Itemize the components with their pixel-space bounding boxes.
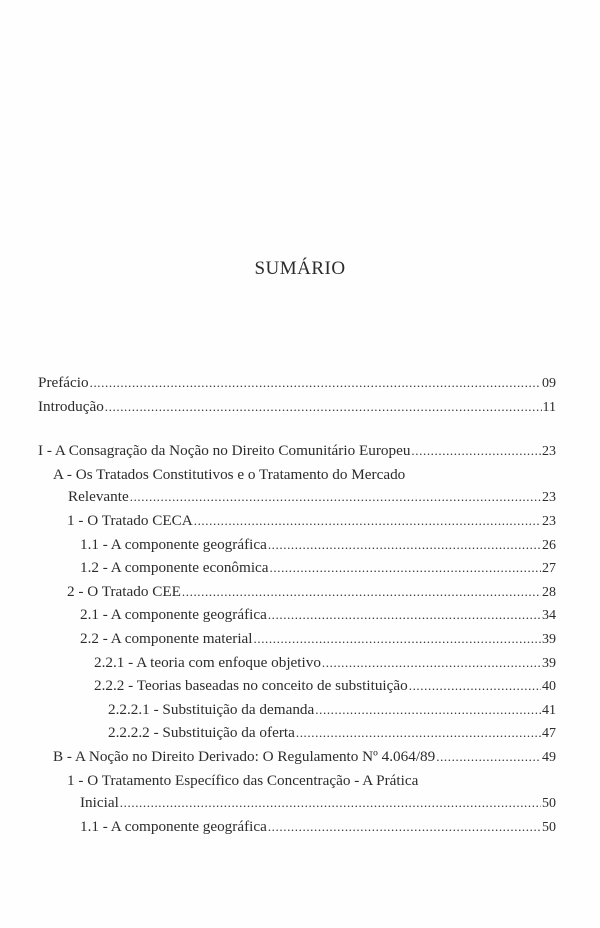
toc-label: B - A Noção no Direito Derivado: O Regulamento Nº 4.064/89 [53,747,436,765]
toc-entry-section-a-line1: A - Os Tratados Constitutivos e o Tratamento do Mercado [53,465,406,483]
page-title: SUMÁRIO [254,258,346,279]
toc-entry-chapter-1 [38,440,556,464]
toc-label: 2.2.2 - Teorias baseadas no conceito de substituição [94,677,408,695]
toc-entry [38,628,556,652]
dot-leader [194,510,541,533]
toc-label: 1.2 - A componente econômica [80,559,269,577]
toc-page-number: 09 [542,376,556,391]
toc-entry-section-b1-line2 [38,792,556,816]
toc-page-number: 27 [542,561,556,577]
toc-page-number: 39 [542,655,556,671]
toc-page-number: 40 [542,679,556,695]
dot-leader [182,581,541,604]
toc-label: Prefácio [38,374,89,391]
dot-leader [268,534,541,557]
toc-entry [38,510,556,534]
toc-page-number: 23 [542,490,556,506]
toc-page-number: 50 [542,819,556,835]
dot-leader [130,486,541,509]
toc-entry [38,816,556,840]
dot-leader [254,628,542,651]
dot-leader [268,604,541,627]
toc-page-number: 39 [542,631,556,647]
toc-label: 1 - O Tratado CECA [67,511,193,529]
toc-entry-section-a-line2 [38,486,556,510]
spacer [38,419,556,440]
dot-leader [296,722,541,745]
toc-page-number: 47 [542,726,556,742]
toc-page-number: 23 [542,444,556,460]
toc-label: 2.1 - A componente geográfica [80,606,267,624]
dot-leader [315,699,541,722]
toc-page-number: 26 [542,537,556,553]
toc-label: 2.2.2.1 - Substituição da demanda [108,700,315,718]
toc-page-number: 23 [542,513,556,529]
dot-leader [120,792,541,815]
toc-label: 2 - O Tratado CEE [67,582,181,600]
toc-page-number: 11 [542,399,556,415]
toc-entry-section-b1-line1: 1 - O Tratamento Específico das Concentração - A Prática [67,771,419,789]
dot-leader [436,746,541,769]
toc-entry [38,675,556,699]
toc-entry [38,581,556,605]
toc-page-number: 49 [542,749,556,765]
toc-entry-prefacio [38,372,556,396]
dot-leader [90,372,541,395]
toc-entry [38,652,556,676]
toc-label: Relevante [68,488,129,506]
toc-page-number: 28 [542,584,556,600]
toc-entry-section-b [38,746,556,770]
toc-page-number: 34 [542,608,556,624]
toc-entry [38,722,556,746]
dot-leader [270,557,541,580]
dot-leader [409,675,541,698]
dot-leader [322,652,541,675]
toc-entry [38,534,556,558]
toc-entry [38,557,556,581]
dot-leader [105,396,542,419]
toc-label: Inicial [80,794,119,812]
toc-entry [38,699,556,723]
dot-leader [268,816,541,839]
toc-label: 2.2.1 - A teoria com enfoque objetivo [94,653,321,671]
table-of-contents [38,372,556,839]
toc-entry-introducao [38,396,556,420]
toc-label: 2.2 - A componente material [80,629,253,647]
dot-leader [411,440,541,463]
toc-label: I - A Consagração da Noção no Direito Comunitário Europeu [38,442,411,460]
toc-label: 2.2.2.2 - Substituição da oferta [108,724,295,742]
toc-entry [38,604,556,628]
toc-label: Introdução [38,397,104,415]
toc-page-number: 50 [542,796,556,812]
toc-label: 1.1 - A componente geográfica [80,535,267,553]
toc-page-number: 41 [542,702,556,718]
toc-label: 1.1 - A componente geográfica [80,817,267,835]
